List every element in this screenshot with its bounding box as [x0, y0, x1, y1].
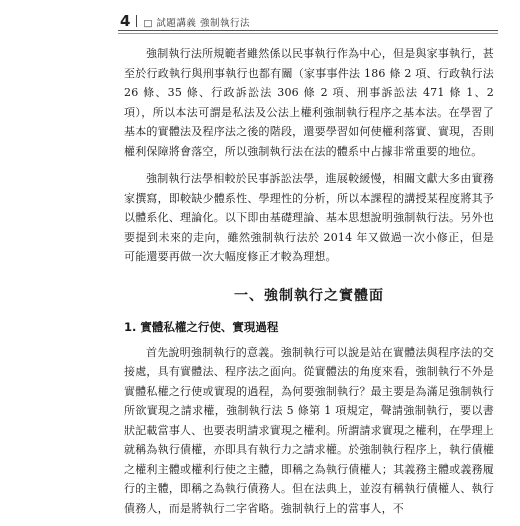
subsection-paragraph-1: 首先說明強制執行的意義。強制執行可以說是站在實體法與程序法的交接處，具有實體法、程序法之面向。從實體法的角度來看，強制執行不外是實體私權之行使或實現的過程，為何要強制執行？最主要是為滿足強制執行所欲實現之請求權，強制執行法 5 條第 1 項規定，聲請強制執行，要以書狀記載當事人、也要表明請求實現之權利。所謂請求實現之權利，在學理上就稱為執行債權，亦即具有執行力之請求權。於強制執行程序上，執行債權之權利主體或權利行使之主體，即稱之為執行債權人；其義務主體或義務履行的主體，即稱之為執行債務人。但在法典上，並沒有稱執行債權人、執行債務人，而是將執行二字省略。強制執行上的當事人，不	[124, 345, 494, 515]
header-rule	[118, 30, 498, 31]
page-header	[120, 12, 250, 30]
page-content	[124, 44, 494, 526]
intro-paragraph-1: 強制執行法所規範者雖然係以民事執行作為中心，但是與家事執行，甚至於行政執行與刑事執行也都有關（家事事件法 186 條 2 項、行政執行法 26 條、35 條、行政訴訟法 306 條 2 項、刑事訴訟法 471 條 1、2 項），所以本法可謂是私法及公法上權利強制執行程序之基本法。在學習了基本的實體法及程序法之後的階段，還要學習如何使權利落實、實現，否則權利保障將會落空，所以強制執行法在法的體系中占據非常重要的地位。	[124, 47, 494, 158]
page-number: 4	[120, 12, 131, 30]
subsection-title: 1. 實體私權之行使、實現過程	[124, 319, 279, 334]
section-title: 一、強制執行之實體面	[234, 287, 384, 304]
header-separator	[136, 15, 137, 27]
running-title: □ 試題講義 強制執行法	[143, 18, 250, 29]
intro-paragraph-2: 強制執行法學相較於民事訴訟法學，進展較緩慢，相關文獻大多由實務家撰寫，即較缺少體系性、學理性的分析，所以本課程的講授某程度將其予以體系化、理論化。以下即由基礎理論、基本思想說明強制執行法。另外也要提到未來的走向，雖然強制執行法於 2014 年又做過一次小修正，但是可能還要再做一次大幅度修正才較為理想。	[124, 172, 494, 263]
header-rule-thin	[118, 33, 498, 34]
